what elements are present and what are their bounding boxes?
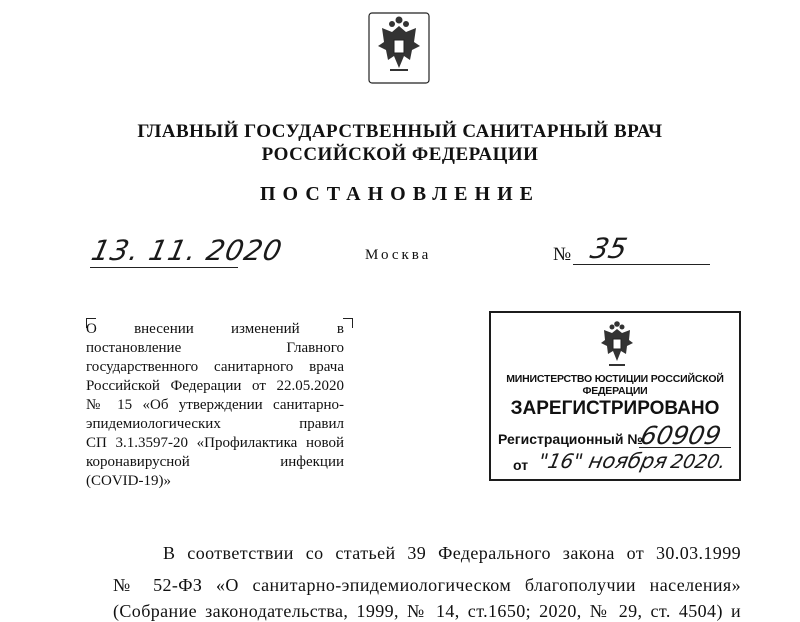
handwritten-number: 35 xyxy=(587,232,631,265)
subject-bracket-right xyxy=(343,318,353,328)
document-type-title: ПОСТАНОВЛЕНИЕ xyxy=(260,183,540,205)
stamp-registered: ЗАРЕГИСТРИРОВАНО xyxy=(510,398,720,419)
stamp-month: ноября xyxy=(586,449,670,473)
handwritten-date: 13. 11. 2020 xyxy=(88,234,286,267)
stamp-reg-underline xyxy=(639,447,731,448)
subject-line: № 15 «Об утверждении санитарно- xyxy=(86,397,344,413)
subject-line: (COVID-19)» xyxy=(86,473,171,489)
number-sign: № xyxy=(553,244,572,265)
city-label: Москва xyxy=(365,247,432,263)
subject-line: О внесении изменений в xyxy=(86,321,344,337)
stamp-ministry: МИНИСТЕРСТВО ЮСТИЦИИ РОССИЙСКОЙ ФЕДЕРАЦИИ xyxy=(506,373,724,397)
body-paragraph-line: № 52-ФЗ «О санитарно-эпидемиологическом благополучии населения» xyxy=(113,575,741,595)
number-underline xyxy=(573,264,710,265)
subject-line: СП 3.1.3597-20 «Профилактика новой xyxy=(86,435,344,451)
subject-line: постановление Главного xyxy=(86,340,344,356)
russian-coat-of-arms-icon xyxy=(368,12,430,84)
issuer-title-line1: ГЛАВНЫЙ ГОСУДАРСТВЕННЫЙ САНИТАРНЫЙ ВРАЧ xyxy=(137,121,663,142)
stamp-year: 2020. xyxy=(668,451,728,473)
issuer-title-line2: РОССИЙСКОЙ ФЕДЕРАЦИИ xyxy=(261,144,539,165)
subject-line: Российской Федерации от 22.05.2020 xyxy=(86,378,344,394)
subject-line: коронавирусной инфекции xyxy=(86,454,344,470)
stamp-reg-number: 60909 xyxy=(637,421,724,450)
body-paragraph-line: (Собрание законодательства, 1999, № 14, ст.1650; 2020, № 29, ст. 4504) и xyxy=(113,601,741,621)
subject-block xyxy=(86,320,344,491)
stamp-day: "16" xyxy=(536,449,586,473)
body-paragraph-line: В соответствии со статьей 39 Федерального закона от 30.03.1999 xyxy=(163,543,741,563)
stamp-reg-label: Регистрационный № xyxy=(498,431,643,447)
registration-stamp xyxy=(489,311,741,481)
russian-coat-of-arms-icon xyxy=(595,321,639,371)
subject-line: государственного санитарного врача xyxy=(86,359,344,375)
stamp-date-prefix: от xyxy=(513,457,529,473)
subject-line: эпидемиологических правил xyxy=(86,416,344,432)
date-underline xyxy=(90,267,238,268)
